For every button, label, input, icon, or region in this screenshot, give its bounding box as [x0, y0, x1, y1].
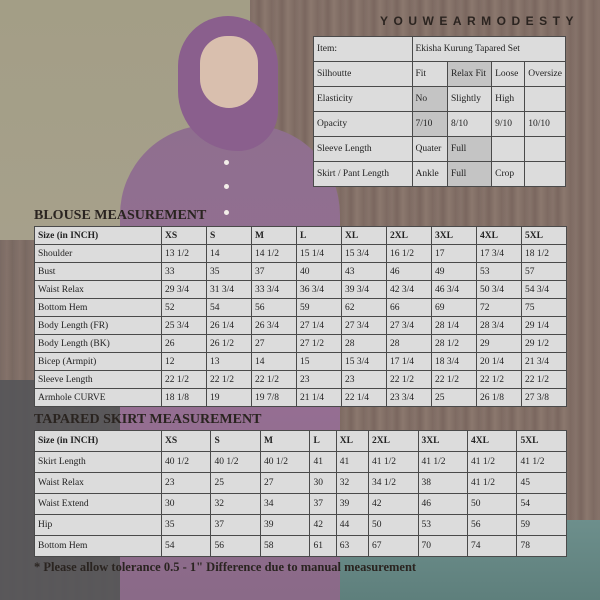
measurement-value: 28 1/2 [432, 335, 477, 353]
measurement-value: 21 3/4 [522, 353, 567, 371]
skirt-measurement-table [34, 430, 567, 557]
measurement-value: 29 3/4 [162, 281, 207, 299]
table-row [35, 515, 567, 536]
measurement-value: 28 1/4 [432, 317, 477, 335]
measurement-value: 27 1/2 [297, 335, 342, 353]
measurement-value: 22 1/2 [162, 371, 207, 389]
measurement-label: Armhole CURVE [35, 389, 162, 407]
measurement-value: 37 [252, 263, 297, 281]
measurement-value: 62 [342, 299, 387, 317]
measurement-value: 40 1/2 [162, 452, 211, 473]
measurement-value: 28 [342, 335, 387, 353]
info-cell: Loose [492, 62, 525, 87]
measurement-value: 30 [162, 494, 211, 515]
table-row [35, 245, 567, 263]
measurement-value: 43 [342, 263, 387, 281]
measurement-value: 15 3/4 [342, 245, 387, 263]
blouse-measurement-table [34, 226, 567, 407]
measurement-value: 44 [336, 515, 368, 536]
measurement-value: 42 3/4 [387, 281, 432, 299]
measurement-value: 50 3/4 [477, 281, 522, 299]
measurement-value: 27 1/4 [297, 317, 342, 335]
measurement-value: 26 [162, 335, 207, 353]
measurement-label: Bottom Hem [35, 299, 162, 317]
measurement-label: Waist Relax [35, 281, 162, 299]
measurement-value: 66 [387, 299, 432, 317]
info-label: Item: [314, 37, 413, 62]
skirt-section-title: TAPARED SKIRT MEASUREMENT [34, 412, 262, 427]
size-column-header: M [252, 227, 297, 245]
tolerance-note: * Please allow tolerance 0.5 - 1" Difference due to manual measurement [34, 560, 417, 574]
size-column-header: XL [336, 431, 368, 452]
measurement-label: Bust [35, 263, 162, 281]
measurement-value: 56 [252, 299, 297, 317]
blouse-section-title: BLOUSE MEASUREMENT [34, 208, 207, 223]
table-header-row [35, 227, 567, 245]
measurement-value: 42 [369, 494, 418, 515]
measurement-value: 25 [211, 473, 260, 494]
table-row [35, 536, 567, 557]
garment-button [224, 160, 229, 165]
measurement-label: Skirt Length [35, 452, 162, 473]
table-row [35, 494, 567, 515]
model-photo-face [200, 36, 258, 108]
measurement-value: 26 3/4 [252, 317, 297, 335]
measurement-value: 16 1/2 [387, 245, 432, 263]
info-cell: Oversize [525, 62, 566, 87]
measurement-value: 50 [467, 494, 516, 515]
measurement-value: 46 [387, 263, 432, 281]
size-header-label: Size (in INCH) [35, 431, 162, 452]
measurement-value: 12 [162, 353, 207, 371]
measurement-label: Body Length (FR) [35, 317, 162, 335]
measurement-value: 32 [211, 494, 260, 515]
info-cell: Ankle [412, 162, 447, 187]
size-column-header: XL [342, 227, 387, 245]
info-label: Opacity [314, 112, 413, 137]
measurement-value: 41 1/2 [467, 473, 516, 494]
measurement-value: 69 [432, 299, 477, 317]
measurement-value: 46 3/4 [432, 281, 477, 299]
measurement-value: 17 1/4 [387, 353, 432, 371]
measurement-value: 63 [336, 536, 368, 557]
measurement-value: 22 1/2 [207, 371, 252, 389]
measurement-label: Body Length (BK) [35, 335, 162, 353]
measurement-value: 37 [211, 515, 260, 536]
info-row-silhouette [314, 62, 566, 87]
measurement-label: Waist Extend [35, 494, 162, 515]
measurement-value: 26 1/2 [207, 335, 252, 353]
size-column-header: 3XL [418, 431, 467, 452]
measurement-value: 41 [310, 452, 336, 473]
info-cell: Fit [412, 62, 447, 87]
info-cell: 9/10 [492, 112, 525, 137]
info-cell: High [492, 87, 525, 112]
table-row [35, 281, 567, 299]
measurement-value: 42 [310, 515, 336, 536]
measurement-value: 23 3/4 [387, 389, 432, 407]
size-column-header: L [310, 431, 336, 452]
measurement-value: 30 [310, 473, 336, 494]
info-cell-selected: No [412, 87, 447, 112]
measurement-value: 54 [207, 299, 252, 317]
measurement-value: 19 [207, 389, 252, 407]
measurement-value: 41 1/2 [467, 452, 516, 473]
measurement-value: 13 [207, 353, 252, 371]
size-header-label: Size (in INCH) [35, 227, 162, 245]
measurement-value: 45 [517, 473, 567, 494]
info-cell: 10/10 [525, 112, 566, 137]
table-row [35, 317, 567, 335]
measurement-value: 40 1/2 [211, 452, 260, 473]
measurement-value: 54 [517, 494, 567, 515]
info-cell: Quater [412, 137, 447, 162]
measurement-value: 22 1/4 [342, 389, 387, 407]
size-column-header: S [207, 227, 252, 245]
measurement-value: 32 [336, 473, 368, 494]
info-label: Skirt / Pant Length [314, 162, 413, 187]
measurement-value: 41 [336, 452, 368, 473]
measurement-value: 14 1/2 [252, 245, 297, 263]
measurement-label: Bicep (Armpit) [35, 353, 162, 371]
measurement-value: 38 [418, 473, 467, 494]
garment-button [224, 184, 229, 189]
measurement-value: 39 3/4 [342, 281, 387, 299]
size-column-header: S [211, 431, 260, 452]
measurement-value: 31 3/4 [207, 281, 252, 299]
measurement-value: 40 1/2 [260, 452, 309, 473]
measurement-value: 25 3/4 [162, 317, 207, 335]
measurement-value: 28 3/4 [477, 317, 522, 335]
size-column-header: 2XL [387, 227, 432, 245]
measurement-value: 26 1/8 [477, 389, 522, 407]
info-cell: Crop [492, 162, 525, 187]
measurement-value: 35 [162, 515, 211, 536]
measurement-value: 15 1/4 [297, 245, 342, 263]
info-label: Sleeve Length [314, 137, 413, 162]
table-row [35, 389, 567, 407]
measurement-value: 22 1/2 [252, 371, 297, 389]
measurement-value: 59 [517, 515, 567, 536]
info-row-sleeve-length [314, 137, 566, 162]
info-row-skirt-length [314, 162, 566, 187]
info-row-item [314, 37, 566, 62]
measurement-value: 67 [369, 536, 418, 557]
measurement-value: 18 3/4 [432, 353, 477, 371]
size-column-header: M [260, 431, 309, 452]
measurement-value: 17 3/4 [477, 245, 522, 263]
measurement-value: 34 1/2 [369, 473, 418, 494]
product-info-table [313, 36, 566, 187]
info-cell-selected: 7/10 [412, 112, 447, 137]
measurement-value: 29 [477, 335, 522, 353]
info-cell: 8/10 [447, 112, 491, 137]
measurement-label: Hip [35, 515, 162, 536]
table-row [35, 335, 567, 353]
measurement-value: 29 1/2 [522, 335, 567, 353]
measurement-value: 22 1/2 [432, 371, 477, 389]
info-cell [525, 137, 566, 162]
measurement-value: 19 7/8 [252, 389, 297, 407]
size-column-header: L [297, 227, 342, 245]
measurement-value: 22 1/2 [387, 371, 432, 389]
measurement-value: 56 [211, 536, 260, 557]
table-row [35, 353, 567, 371]
measurement-value: 49 [432, 263, 477, 281]
measurement-value: 37 [310, 494, 336, 515]
measurement-value: 33 [162, 263, 207, 281]
measurement-value: 18 1/8 [162, 389, 207, 407]
measurement-value: 23 [162, 473, 211, 494]
measurement-value: 27 3/8 [522, 389, 567, 407]
measurement-value: 14 [252, 353, 297, 371]
measurement-value: 35 [207, 263, 252, 281]
measurement-value: 41 1/2 [517, 452, 567, 473]
size-column-header: 5XL [522, 227, 567, 245]
measurement-label: Shoulder [35, 245, 162, 263]
measurement-value: 20 1/4 [477, 353, 522, 371]
measurement-value: 22 1/2 [477, 371, 522, 389]
info-cell: Slightly [447, 87, 491, 112]
size-column-header: 2XL [369, 431, 418, 452]
measurement-value: 27 3/4 [387, 317, 432, 335]
measurement-value: 15 [297, 353, 342, 371]
measurement-value: 41 1/2 [369, 452, 418, 473]
info-row-opacity [314, 112, 566, 137]
measurement-value: 41 1/2 [418, 452, 467, 473]
info-cell-selected: Relax Fit [447, 62, 491, 87]
size-column-header: XS [162, 431, 211, 452]
measurement-value: 74 [467, 536, 516, 557]
info-label: Silhoutte [314, 62, 413, 87]
measurement-value: 70 [418, 536, 467, 557]
measurement-value: 27 [252, 335, 297, 353]
measurement-value: 14 [207, 245, 252, 263]
brand-logo: YOUWEARMODESTY [380, 14, 580, 28]
measurement-value: 27 3/4 [342, 317, 387, 335]
measurement-value: 54 3/4 [522, 281, 567, 299]
measurement-value: 26 1/4 [207, 317, 252, 335]
measurement-value: 25 [432, 389, 477, 407]
info-cell: Ekisha Kurung Tapared Set [412, 37, 566, 62]
measurement-value: 52 [162, 299, 207, 317]
info-cell-selected: Full [447, 137, 491, 162]
measurement-value: 34 [260, 494, 309, 515]
measurement-value: 28 [387, 335, 432, 353]
measurement-value: 40 [297, 263, 342, 281]
measurement-value: 39 [336, 494, 368, 515]
info-cell [525, 162, 566, 187]
garment-button [224, 210, 229, 215]
size-column-header: 4XL [477, 227, 522, 245]
measurement-value: 15 3/4 [342, 353, 387, 371]
measurement-value: 33 3/4 [252, 281, 297, 299]
measurement-value: 75 [522, 299, 567, 317]
measurement-label: Bottom Hem [35, 536, 162, 557]
measurement-value: 36 3/4 [297, 281, 342, 299]
measurement-value: 53 [418, 515, 467, 536]
measurement-value: 59 [297, 299, 342, 317]
measurement-value: 23 [342, 371, 387, 389]
measurement-value: 13 1/2 [162, 245, 207, 263]
measurement-value: 72 [477, 299, 522, 317]
size-column-header: 4XL [467, 431, 516, 452]
measurement-value: 56 [467, 515, 516, 536]
measurement-value: 29 1/4 [522, 317, 567, 335]
table-row [35, 473, 567, 494]
measurement-value: 78 [517, 536, 567, 557]
measurement-value: 27 [260, 473, 309, 494]
measurement-value: 18 1/2 [522, 245, 567, 263]
measurement-value: 23 [297, 371, 342, 389]
table-header-row [35, 431, 567, 452]
measurement-value: 61 [310, 536, 336, 557]
measurement-value: 46 [418, 494, 467, 515]
info-cell [492, 137, 525, 162]
measurement-value: 58 [260, 536, 309, 557]
measurement-value: 21 1/4 [297, 389, 342, 407]
size-column-header: XS [162, 227, 207, 245]
measurement-value: 57 [522, 263, 567, 281]
info-cell-selected: Full [447, 162, 491, 187]
measurement-label: Waist Relax [35, 473, 162, 494]
measurement-value: 54 [162, 536, 211, 557]
measurement-value: 50 [369, 515, 418, 536]
table-row [35, 371, 567, 389]
measurement-value: 39 [260, 515, 309, 536]
measurement-value: 17 [432, 245, 477, 263]
size-column-header: 5XL [517, 431, 567, 452]
info-row-elasticity [314, 87, 566, 112]
info-cell [525, 87, 566, 112]
table-row [35, 452, 567, 473]
measurement-value: 53 [477, 263, 522, 281]
measurement-value: 22 1/2 [522, 371, 567, 389]
size-column-header: 3XL [432, 227, 477, 245]
table-row [35, 263, 567, 281]
info-label: Elasticity [314, 87, 413, 112]
measurement-label: Sleeve Length [35, 371, 162, 389]
table-row [35, 299, 567, 317]
